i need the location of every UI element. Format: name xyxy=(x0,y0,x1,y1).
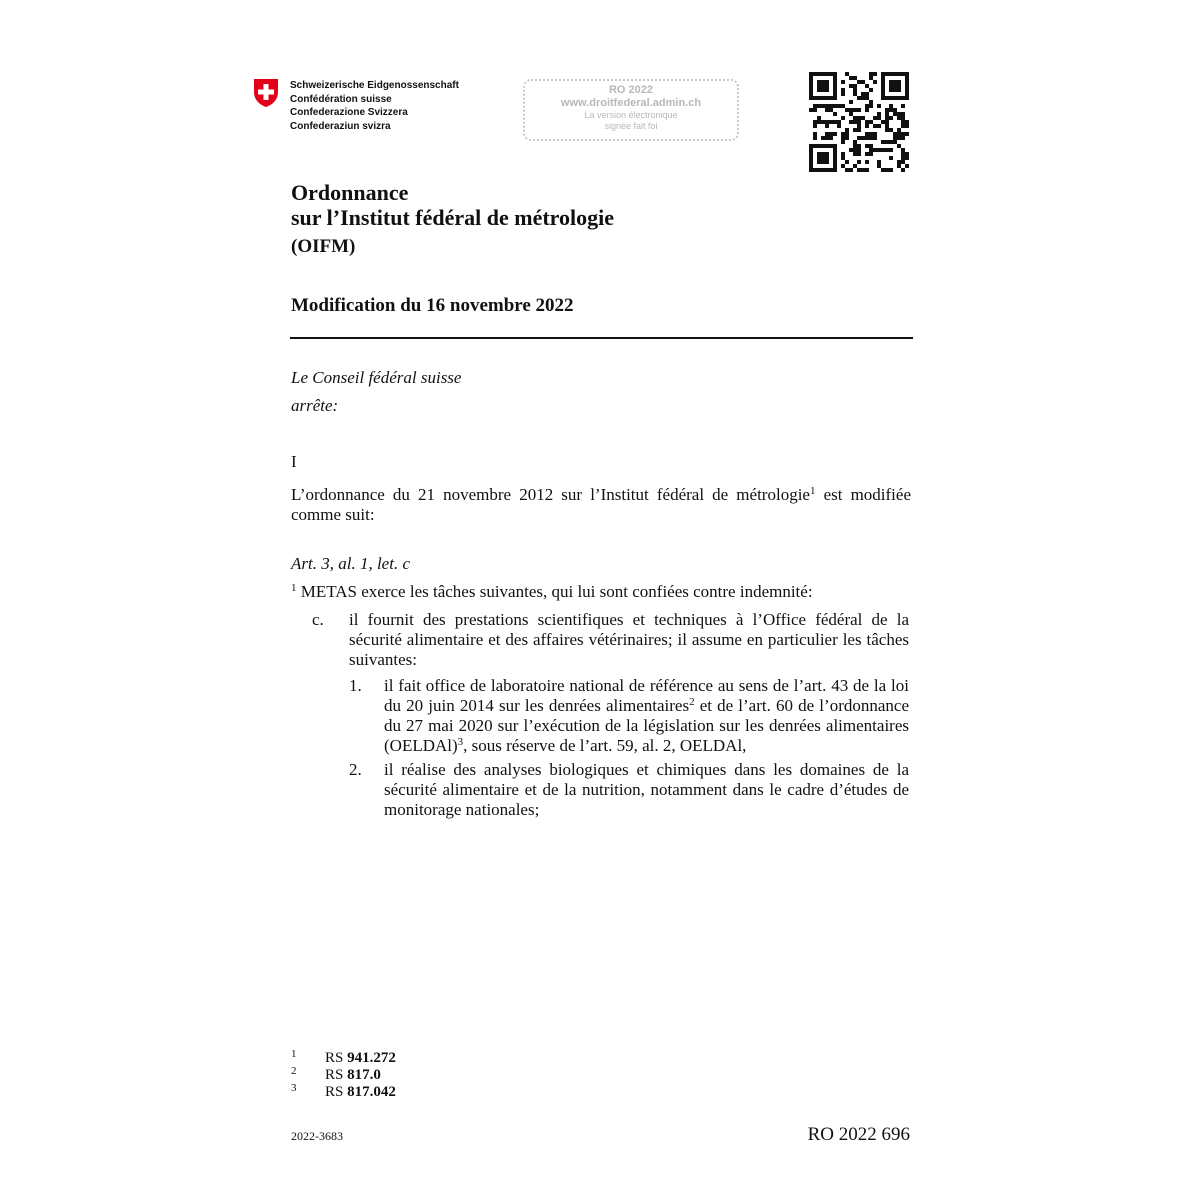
item-1-text-c: , sous réserve de l’art. 59, al. 2, OELDAl, xyxy=(463,736,747,755)
paragraph-1 xyxy=(291,582,813,602)
intro-paragraph xyxy=(291,485,911,525)
title-line-2: sur l’Institut fédéral de métrologie xyxy=(291,205,615,230)
footnote-3-reference[interactable]: 817.042 xyxy=(347,1084,396,1100)
item-1-number: 1. xyxy=(349,676,362,695)
document-title xyxy=(291,180,614,230)
stamp-line-2: www.droitfederal.admin.ch xyxy=(560,97,702,109)
ro-reference: RO 2022 696 xyxy=(807,1124,910,1145)
footnote-1-reference[interactable]: 941.272 xyxy=(347,1050,396,1066)
letter-c-text: il fournit des prestations scientifiques et techniques à l’Office fédéral de la sécurité alimentaire et des affaires vétérinaires; il assume en particulier les tâches suivantes: xyxy=(349,610,909,669)
item-1-text xyxy=(384,676,909,756)
swiss-cross-logo xyxy=(252,78,280,108)
footnote-2-number: 2 xyxy=(291,1065,297,1077)
item-1-text-b: et de l’art. 60 de l’ordonnance du 27 mai 2020 sur l’exécution de la législation sur les denrées alimentaires (OELDAl) xyxy=(384,696,909,755)
modification-date: Modification du 16 novembre 2022 xyxy=(291,295,574,316)
item-2-text: il réalise des analyses biologiques et chimiques dans les domaines de la sécurité alimentaire et de la nutrition, notamment dans le cadre d’études de monitorage nationales; xyxy=(384,760,909,819)
stamp-line-1: RO 2022 xyxy=(608,84,654,96)
item-2-number: 2. xyxy=(349,760,362,779)
title-divider xyxy=(290,337,913,339)
document-number: 2022-3683 xyxy=(291,1129,343,1143)
preamble-decree: arrête: xyxy=(291,396,339,415)
stamp-line-3: La version électronique xyxy=(584,110,678,120)
article-heading: Art. 3, al. 1, let. c xyxy=(291,554,410,573)
footnote-3-prefix: RS xyxy=(325,1084,348,1100)
footnote-1-prefix: RS xyxy=(325,1050,348,1066)
title-line-1: Ordonnance xyxy=(291,180,409,205)
confederation-name-de: Schweizerische Eidgenossenschaft xyxy=(290,80,459,91)
confederation-name-fr: Confédération suisse xyxy=(290,93,392,105)
confederation-name-rm: Confederaziun svizra xyxy=(290,120,391,132)
preamble-authority: Le Conseil fédéral suisse xyxy=(291,368,462,387)
footnote-2-reference[interactable]: 817.0 xyxy=(347,1067,381,1083)
section-number: I xyxy=(291,452,297,471)
confederation-name-it: Confederazione Svizzera xyxy=(290,107,408,118)
intro-text-end: est modifiée comme suit: xyxy=(291,485,911,524)
footnote-ref-2[interactable]: 2 xyxy=(689,696,695,708)
confederation-names xyxy=(290,79,459,133)
paragraph-1-text: METAS exerce les tâches suivantes, qui lui sont confiées contre indemnité: xyxy=(296,582,813,601)
footnote-3-number: 3 xyxy=(291,1082,297,1094)
intro-text: L’ordonnance du 21 novembre 2012 sur l’Institut fédéral de métrologie xyxy=(291,485,810,504)
footnote-ref-3[interactable]: 3 xyxy=(457,736,464,748)
footnote-3 xyxy=(291,1080,396,1100)
qr-code-icon xyxy=(809,72,909,172)
item-1-text-a: il fait office de laboratoire national de référence au sens de l’art. 43 de la loi du 20 juin 2014 sur les denrées alimentaires xyxy=(384,676,909,715)
footnote-ref-1[interactable]: 1 xyxy=(809,485,816,497)
footnote-2-prefix: RS xyxy=(325,1067,348,1083)
footnote-1-number: 1 xyxy=(291,1048,297,1060)
letter-c-label: c. xyxy=(312,610,324,629)
document-abbreviation: (OIFM) xyxy=(291,236,356,257)
electronic-signature-stamp xyxy=(523,79,739,141)
paragraph-number: 1 xyxy=(291,582,297,594)
stamp-line-4: signée fait foi xyxy=(604,121,658,131)
